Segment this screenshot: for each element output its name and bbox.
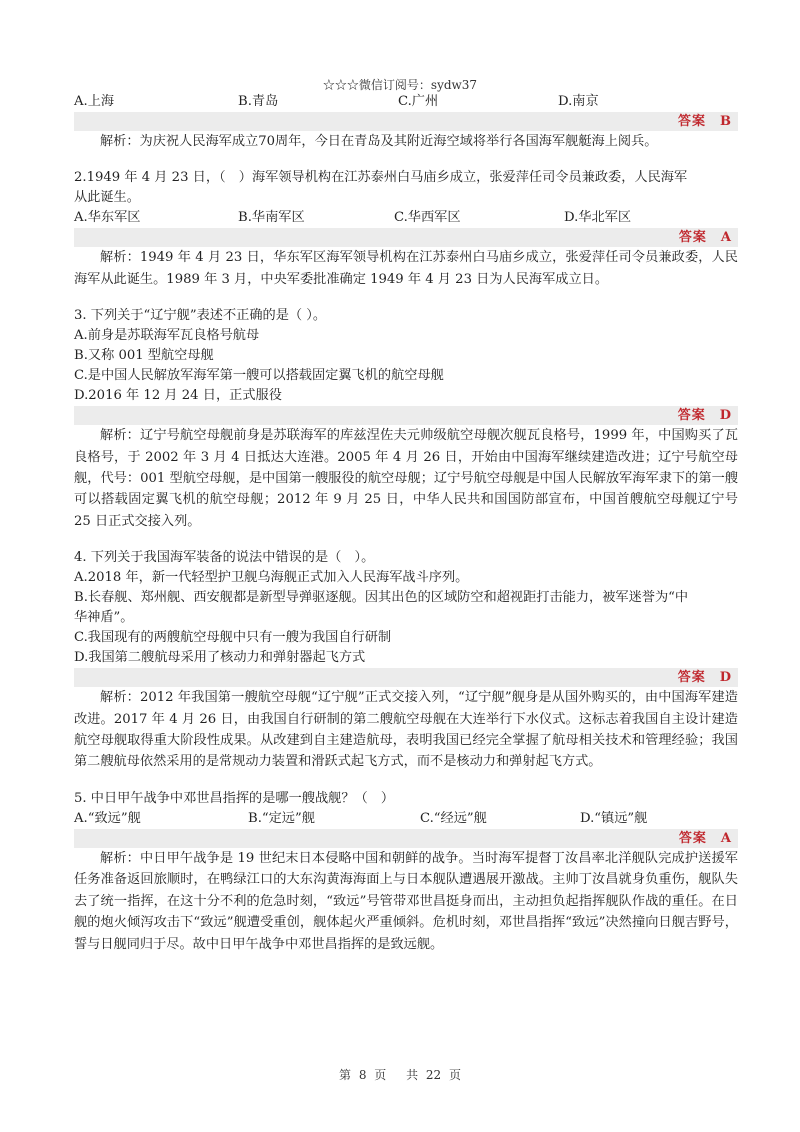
q5-option-a: A.“致远”舰 xyxy=(74,810,141,826)
q3-option-d: D.2016 年 12 月 24 日，正式服役 xyxy=(74,388,282,404)
page-header: ☆☆☆微信订阅号：sydw37 xyxy=(322,78,478,92)
q3-option-b: B.又称 001 型航空母舰 xyxy=(74,348,214,364)
q5-answer: A xyxy=(720,830,732,846)
q5-answer-label: 答案 xyxy=(678,830,707,846)
q4-answer: D xyxy=(719,670,732,686)
q2-option-b: B.华南军区 xyxy=(238,210,305,226)
q1-answer-label: 答案 xyxy=(677,114,706,129)
q5-option-b: B.“定远”舰 xyxy=(248,810,315,826)
q3-stem: 3. 下列关于“辽宁舰”表述不正确的是（ ）。 xyxy=(74,308,327,324)
page-footer: 第 8 页 共 22 页 xyxy=(339,1068,461,1082)
q4-stem: 4. 下列关于我国海军装备的说法中错误的是（ ）。 xyxy=(74,550,375,566)
q3-option-a: A.前身是苏联海军瓦良格号航母 xyxy=(74,328,260,344)
q4-answer-label: 答案 xyxy=(677,670,706,686)
q2-option-a: A.华东军区 xyxy=(74,210,141,226)
q4-option-a: A.2018 年，新一代轻型护卫舰乌海舰正式加入人民海军战斗序列。 xyxy=(74,570,469,586)
q2-answer-label: 答案 xyxy=(678,230,707,246)
q3-answer-bar xyxy=(74,406,738,425)
q4-option-b-cont: 华神盾”。 xyxy=(74,610,134,626)
q1-answer: B xyxy=(720,114,732,129)
q2-stem-line-2: 从此诞生。 xyxy=(74,190,140,206)
q3-answer: D xyxy=(719,408,732,424)
q3-answer-label: 答案 xyxy=(677,408,706,424)
q2-option-c: C.华西军区 xyxy=(394,210,461,226)
q5-option-d: D.“镇远”舰 xyxy=(580,810,648,826)
q1-option-b: B.青岛 xyxy=(238,94,279,109)
q2-options xyxy=(74,208,738,228)
q1-option-d: D.南京 xyxy=(558,94,599,109)
q1-option-c: C.广州 xyxy=(398,94,439,109)
q5-options xyxy=(74,809,738,829)
q5-explanation: 解析：中日甲午战争是 19 世纪末日本侵略中国和朝鲜的战争。当时海军提督丁汝昌率北洋舰队完成护送援军任务准备返回旅顺时，在鸭绿江口的大东沟黄海海面上与日本舰队遭遇展开激战。主帅丁汝昌就身负重伤，舰队失去了统一指挥，在这十分不利的危急时刻，“致远”号管带邓世昌挺身而出，主动担负起指挥舰队作战的重任。在日舰的炮火倾泻攻击下“致远”舰遭受重创，舰体起火严重倾斜。危机时刻，邓世昌指挥“致远”决然撞向日舰吉野号，誓与日舰同归于尽。故中日甲午战争中邓世昌指挥的是致远舰。 xyxy=(74,850,738,952)
q2-option-d: D.华北军区 xyxy=(564,210,632,226)
q5-answer-bar xyxy=(74,829,738,848)
q1-option-a: A.上海 xyxy=(74,94,115,109)
q5-stem: 5. 中日甲午战争中邓世昌指挥的是哪一艘战舰？（ ） xyxy=(74,790,395,806)
q2-answer-bar xyxy=(74,228,738,247)
q4-option-d: D.我国第二艘航母采用了核动力和弹射器起飞方式 xyxy=(74,650,366,666)
q5-option-c: C.“经远”舰 xyxy=(420,810,487,826)
q1-answer-bar xyxy=(74,112,738,131)
q4-answer-bar xyxy=(74,668,738,687)
q3-option-c: C.是中国人民解放军海军第一艘可以搭载固定翼飞机的航空母舰 xyxy=(74,368,444,384)
q4-option-c: C.我国现有的两艘航空母舰中只有一艘为我国自行研制 xyxy=(74,630,392,646)
q1-explanation: 解析：为庆祝人民海军成立70周年，今日在青岛及其附近海空域将举行各国海军舰艇海上阅兵。 xyxy=(100,134,658,149)
q2-answer: A xyxy=(720,230,732,246)
q2-explanation: 解析：1949 年 4 月 23 日，华东军区海军领导机构在江苏泰州白马庙乡成立，张爱萍任司令员兼政委，人民海军从此诞生。1989 年 3 月，中央军委批准确定 1949 年 4 月 23 日为人民海军成立日。 xyxy=(74,250,738,287)
page-content xyxy=(74,92,738,955)
q4-option-b: B.长春舰、郑州舰、西安舰都是新型导弹驱逐舰。因其出色的区域防空和超视距打击能力，被军迷誉为“中 xyxy=(74,590,689,606)
q2-stem-line-1: 2.1949 年 4 月 23 日，（ ）海军领导机构在江苏泰州白马庙乡成立，张爱萍任司令员兼政委，人民海军 xyxy=(74,170,688,186)
q4-explanation: 解析：2012 年我国第一艘航空母舰“辽宁舰”正式交接入列，“辽宁舰”舰身是从国外购买的，由中国海军建造改进。2017 年 4 月 26 日，由我国自行研制的第二艘航空母舰在大连举行下水仪式。这标志着我国自主设计建造航空母舰取得重大阶段性成果。从改建到自主建造航母，表明我国已经完全掌握了航母相关技术和管理经验；我国第二艘航母依然采用的是常规动力装置和滑跃式起飞方式，而不是核动力和弹射起飞方式。 xyxy=(74,690,738,770)
q1-options xyxy=(74,92,738,112)
q3-explanation: 解析：辽宁号航空母舰前身是苏联海军的库兹涅佐夫元帅级航空母舰次舰瓦良格号，1999 年，中国购买了瓦良格号，于 2002 年 3 月 4 日抵达大连港。2005 年 4 月 26 日，开始由中国海军继续建造改进；辽宁号航空母舰，代号：001 型航空母舰，是中国第一艘服役的航空母舰；辽宁号航空母舰是中国人民解放军海军隶下的第一艘可以搭载固定翼飞机的航空母舰；2012 年 9 月 25 日，中华人民共和国国防部宣布，中国首艘航空母舰辽宁号 25 日正式交接入列。 xyxy=(74,428,738,529)
